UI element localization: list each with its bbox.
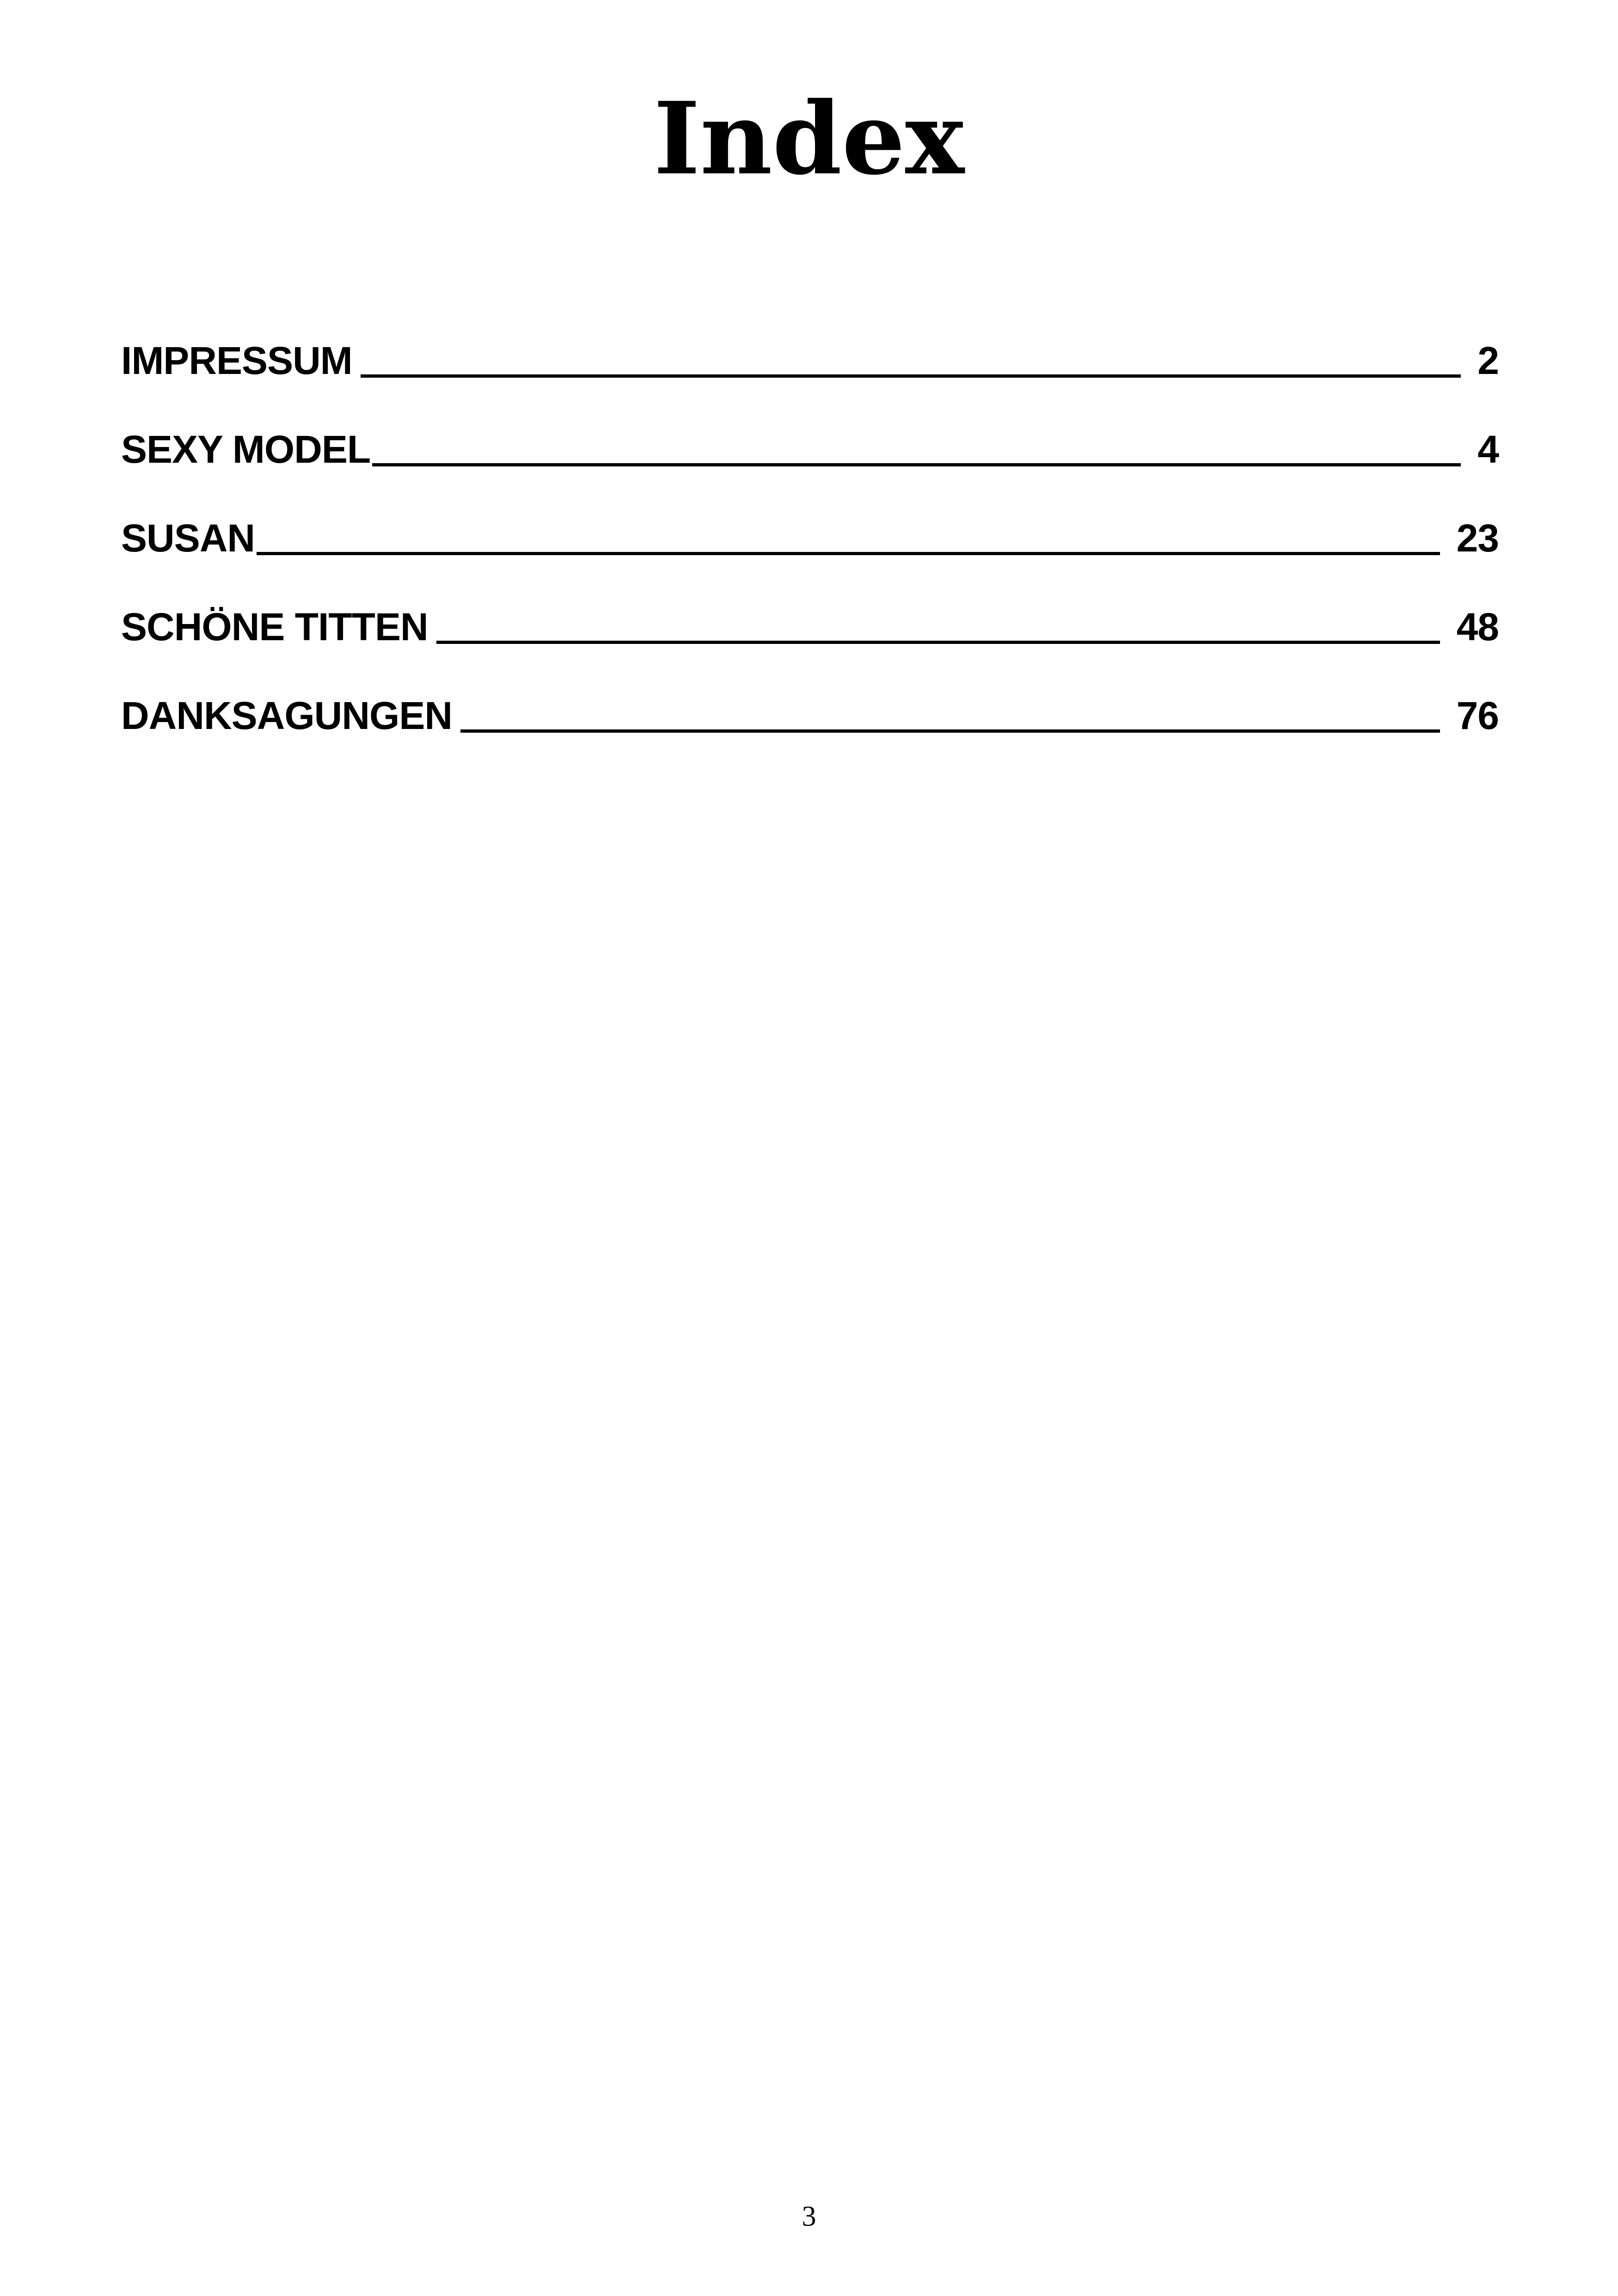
toc-entry-impressum bbox=[121, 331, 1499, 419]
toc-entry-page: 76 bbox=[1456, 694, 1499, 737]
toc-entry-label: SUSAN bbox=[121, 516, 255, 560]
toc-entry-page: 4 bbox=[1477, 428, 1499, 471]
toc-entry-danksagungen bbox=[121, 686, 1499, 774]
toc-entry-page: 48 bbox=[1456, 605, 1499, 649]
toc-entry-label: SEXY MODEL bbox=[121, 428, 371, 471]
toc-leader-line bbox=[436, 641, 1440, 644]
toc-entry-label: SCHÖNE TITTEN bbox=[121, 605, 428, 649]
toc-entry-susan bbox=[121, 508, 1499, 597]
table-of-contents bbox=[121, 331, 1499, 774]
toc-entry-label: DANKSAGUNGEN bbox=[121, 694, 453, 737]
page-number: 3 bbox=[802, 2201, 816, 2232]
toc-entry-schoene-titten bbox=[121, 597, 1499, 686]
toc-entry-sexy-model bbox=[121, 419, 1499, 508]
toc-leader-line bbox=[257, 552, 1440, 555]
toc-entry-page: 23 bbox=[1456, 516, 1499, 560]
toc-leader-line bbox=[372, 463, 1461, 466]
toc-leader-line bbox=[460, 729, 1440, 733]
toc-leader-line bbox=[361, 374, 1461, 378]
toc-entry-page: 2 bbox=[1477, 339, 1499, 382]
page-title: Index bbox=[653, 80, 965, 197]
toc-entry-label: IMPRESSUM bbox=[121, 339, 352, 382]
